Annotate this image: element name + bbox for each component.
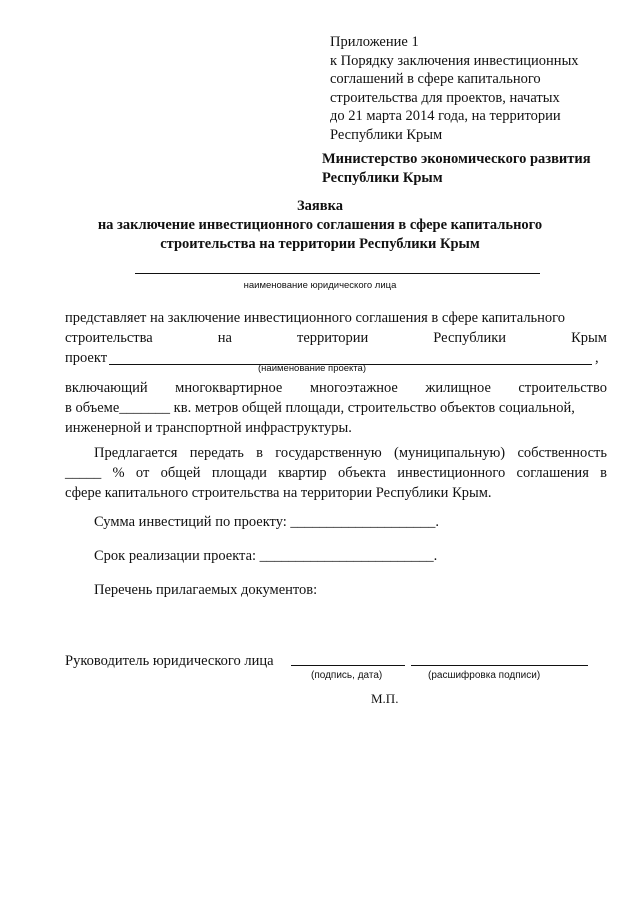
paragraph2-line2: _____ % от общей площади квартир объекта инвестиционного соглашения в bbox=[65, 465, 607, 481]
signature-caption: (подпись, дата) bbox=[311, 670, 383, 681]
appendix-line: до 21 марта 2014 года, на территории bbox=[330, 108, 561, 124]
term-label: Срок реализации проекта: bbox=[94, 548, 260, 564]
volume-blank[interactable]: _______ bbox=[119, 400, 171, 416]
word: территории bbox=[297, 330, 369, 346]
paragraph1-line5 bbox=[65, 398, 607, 418]
term-input[interactable]: ________________________. bbox=[259, 548, 438, 564]
word: на bbox=[217, 330, 232, 346]
ministry-line: Республики Крым bbox=[322, 169, 443, 186]
project-label: проект bbox=[65, 350, 108, 366]
appendix-line: Республики Крым bbox=[330, 126, 443, 143]
word: Крым bbox=[571, 330, 607, 346]
entity-name-caption: наименование юридического лица bbox=[243, 280, 397, 291]
appendix-line: соглашений в сфере капитального bbox=[330, 71, 541, 87]
signature-line[interactable] bbox=[291, 665, 405, 666]
name-decode-caption: (расшифровка подписи) bbox=[428, 670, 541, 681]
volume-rest: кв. метров общей площади, строительство объектов социальной, bbox=[170, 400, 575, 416]
stamp-place: М.П. bbox=[371, 691, 399, 706]
paragraph1-line6: инженерной и транспортной инфраструктуры. bbox=[65, 420, 352, 436]
appendix-line: к Порядку заключения инвестиционных bbox=[330, 52, 579, 69]
appendix-line: строительства для проектов, начатых bbox=[330, 89, 560, 106]
investment-field bbox=[94, 512, 439, 532]
paragraph2-line1: Предлагается передать в государственную (муниципальную) собственность bbox=[94, 445, 607, 461]
paragraph1-line2 bbox=[65, 328, 607, 348]
entity-name-line[interactable] bbox=[135, 273, 540, 274]
appendix-line: Приложение 1 bbox=[330, 34, 419, 50]
term-field bbox=[94, 546, 437, 566]
paragraph2-line3: сфере капитального строительства на территории Республики Крым. bbox=[65, 485, 492, 501]
title-word: Заявка bbox=[297, 198, 343, 214]
appendix-header bbox=[330, 33, 579, 144]
project-end: , bbox=[595, 350, 599, 366]
investment-label: Сумма инвестиций по проекту: bbox=[94, 514, 291, 530]
name-decode-line[interactable] bbox=[411, 665, 588, 666]
signature-label: Руководитель юридического лица bbox=[65, 653, 274, 669]
ministry-line: Министерство экономического развития bbox=[322, 151, 591, 167]
title-line: строительства на территории Республики Крым bbox=[160, 236, 480, 252]
documents-label: Перечень прилагаемых документов: bbox=[94, 582, 318, 598]
paragraph1-line1: представляет на заключение инвестиционного соглашения в сфере капитального bbox=[65, 310, 566, 326]
investment-input[interactable]: ____________________. bbox=[290, 514, 440, 530]
ministry-addressee bbox=[322, 150, 591, 187]
word: строительства bbox=[65, 330, 153, 346]
paragraph1-line4: включающий многоквартирное многоэтажное жилищное строительство bbox=[65, 380, 607, 396]
project-name-caption: (наименование проекта) bbox=[258, 363, 366, 374]
title-line: на заключение инвестиционного соглашения в сфере капитального bbox=[97, 217, 543, 233]
word: Республики bbox=[433, 330, 507, 346]
volume-label: в объеме bbox=[65, 400, 120, 416]
document-title bbox=[0, 197, 640, 254]
